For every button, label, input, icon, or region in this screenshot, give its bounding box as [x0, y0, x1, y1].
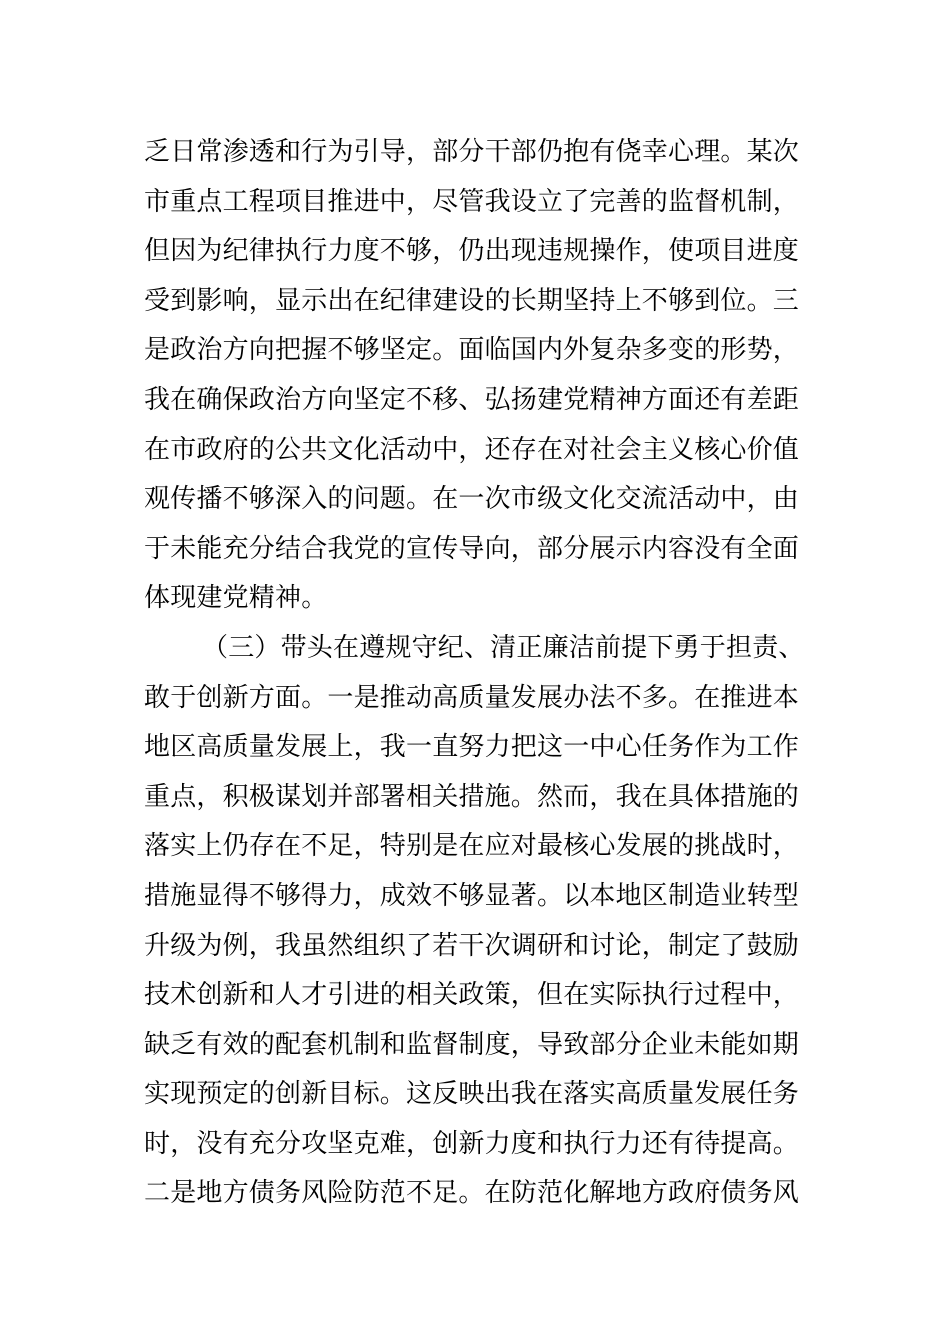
- text-line: 在市政府的公共文化活动中，还存在对社会主义核心价值: [144, 434, 800, 465]
- text-line: 二是地方债务风险防范不足。在防范化解地方政府债务风: [144, 1178, 800, 1209]
- text-line: 受到影响，显示出在纪律建设的长期坚持上不够到位。三: [144, 285, 800, 316]
- text-line: 市重点工程项目推进中，尽管我设立了完善的监督机制，: [144, 186, 800, 217]
- text-line: 实现预定的创新目标。这反映出我在落实高质量发展任务: [144, 1079, 800, 1110]
- text-line: 我在确保政治方向坚定不移、弘扬建党精神方面还有差距: [144, 384, 800, 415]
- text-line: 升级为例，我虽然组织了若干次调研和讨论，制定了鼓励: [144, 930, 800, 961]
- text-line: 地区高质量发展上，我一直努力把这一中心任务作为工作: [144, 732, 800, 763]
- text-line: 体现建党精神。: [144, 583, 328, 614]
- text-line: 于未能充分结合我党的宣传导向，部分展示内容没有全面: [144, 533, 800, 564]
- text-line: 技术创新和人才引进的相关政策，但在实际执行过程中，: [144, 980, 800, 1011]
- section-heading-line: （三）带头在遵规守纪、清正廉洁前提下勇于担责、: [202, 632, 805, 663]
- text-line: 但因为纪律执行力度不够，仍出现违规操作，使项目进度: [144, 236, 800, 267]
- text-line: 落实上仍存在不足，特别是在应对最核心发展的挑战时，: [144, 831, 800, 862]
- text-line: 观传播不够深入的问题。在一次市级文化交流活动中，由: [144, 484, 800, 515]
- text-line: 重点，积极谋划并部署相关措施。然而，我在具体措施的: [144, 781, 800, 812]
- text-line: 乏日常渗透和行为引导，部分干部仍抱有侥幸心理。某次: [144, 137, 800, 167]
- text-line: 是政治方向把握不够坚定。面临国内外复杂多变的形势，: [144, 335, 800, 366]
- text-line: 敢于创新方面。一是推动高质量发展办法不多。在推进本: [144, 682, 800, 713]
- text-line: 时，没有充分攻坚克难，创新力度和执行力还有待提高。: [144, 1128, 800, 1159]
- body-text: [144, 128, 814, 1219]
- text-line: 措施显得不够得力，成效不够显著。以本地区制造业转型: [144, 880, 800, 911]
- text-line: 缺乏有效的配套机制和监督制度，导致部分企业未能如期: [144, 1029, 800, 1060]
